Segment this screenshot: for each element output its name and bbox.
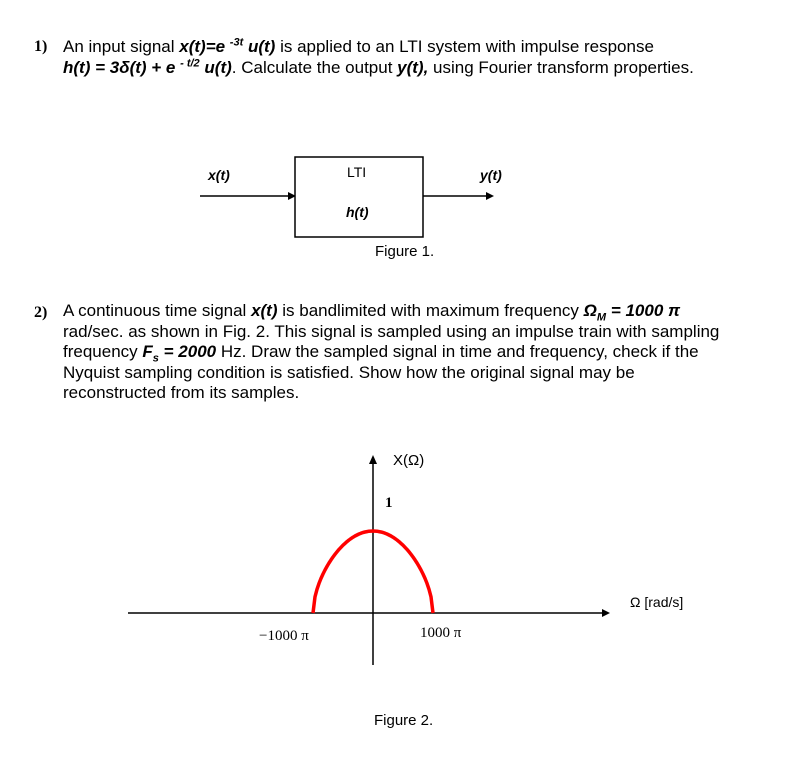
y-axis-label: X(Ω) [393, 452, 425, 469]
x-axis-label: Ω [rad/s] [630, 594, 684, 610]
tick-label-left: −1000 π [259, 628, 309, 644]
tick-label-right: 1000 π [420, 625, 462, 641]
output-label: y(t) [480, 167, 502, 183]
y-axis-arrow-head [369, 455, 377, 464]
question-2-number: 2) [34, 304, 48, 321]
question-2-line-1: A continuous time signal x(t) is bandlimited with maximum frequency $\Omega_M = 1000$ π [63, 301, 681, 324]
peak-value-label: 1 [385, 495, 393, 511]
question-2-line-2: rad/sec. as shown in Fig. 2. This signal is sampled using an impulse train with sampling [63, 321, 720, 341]
lti-box-title: LTI [347, 164, 367, 180]
input-label: x(t) [208, 167, 230, 183]
figure-2-caption: Figure 2. [374, 712, 434, 729]
question-1-line-1: An input signal x(t)=e $^{-3t}$ u(t) is applied to an LTI system with impulse response [63, 36, 654, 56]
question-1-number: 1) [34, 38, 48, 55]
question-1-line-2: h(t) = 3δ(t) + e $^{- t/2}$ u(t). Calculate the output y(t), using Fourier transform properties. [63, 56, 694, 77]
question-2-line-3: frequency $F_s = 2000$ Hz. Draw the sampled signal in time and frequency, check if the [63, 342, 699, 365]
question-2-line-4: Nyquist sampling condition is satisfied. Show how the original signal may be [63, 362, 635, 382]
figure-1-caption: Figure 1. [375, 243, 435, 260]
x-axis-arrow-head [602, 609, 610, 617]
question-2-line-5: reconstructed from its samples. [63, 383, 300, 402]
lti-box-response: h(t) [346, 204, 369, 220]
